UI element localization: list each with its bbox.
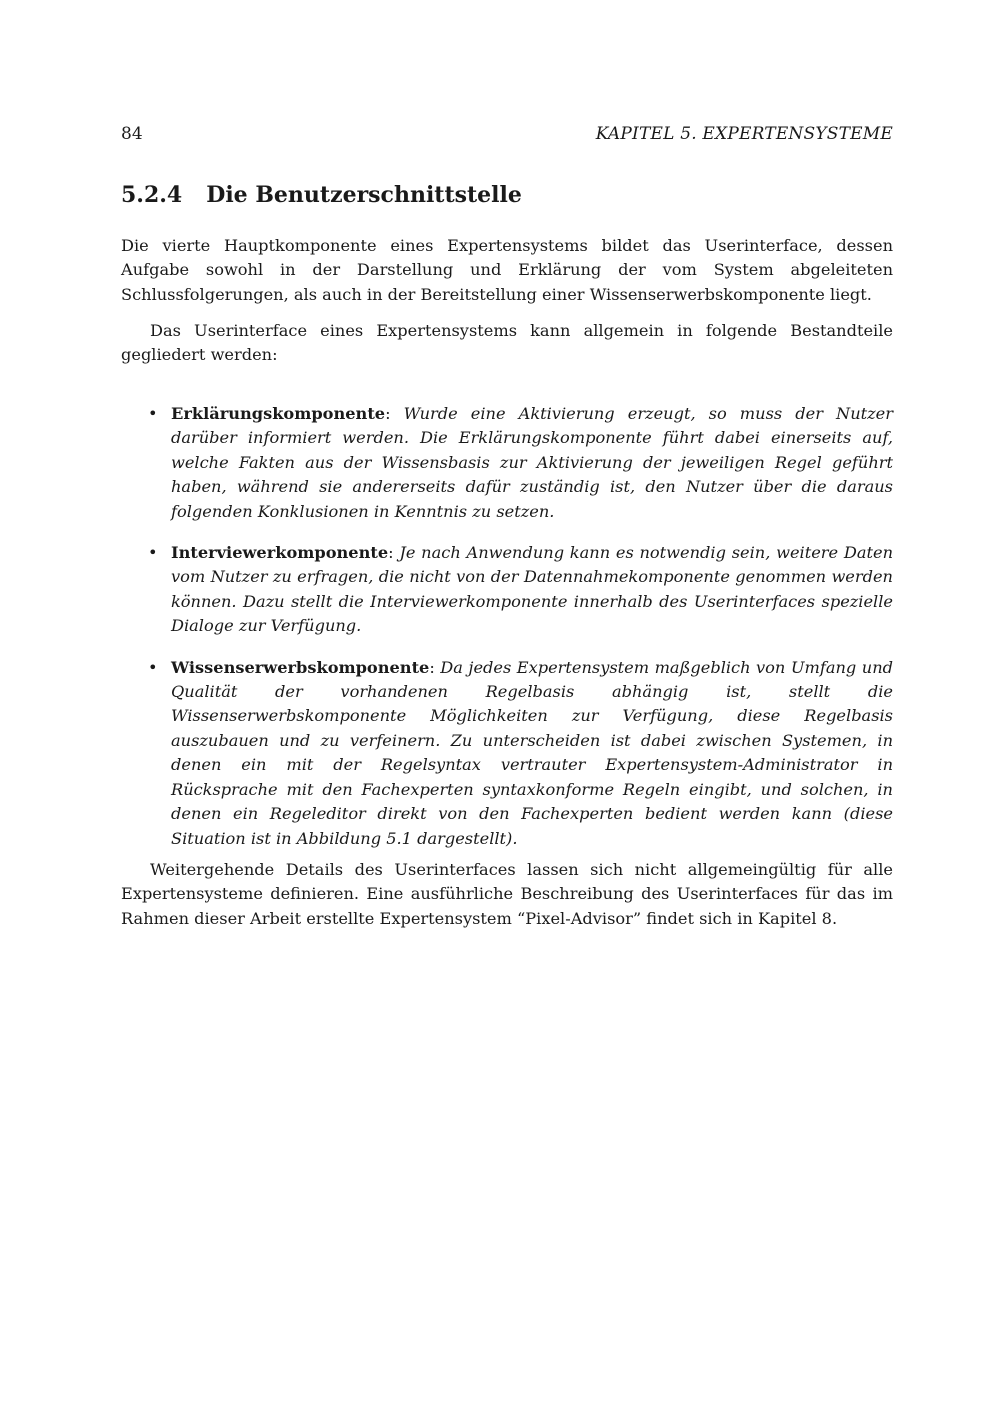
list-item-description: Wurde eine Aktivierung erzeugt, so muss der Nutzer darüber informiert werden. Die Erklärungskomponente führt dabei einerseits auf, welche Fakten aus der Wissensbasis zur Aktivierung der jeweiligen Regel geführt haben, während sie andererseits dafür zuständig ist, den Nutzer über die daraus folgenden Konklusionen in Kenntnis zu setzen.: [171, 404, 893, 521]
list-item-separator: :: [388, 543, 400, 563]
page-number: 84: [121, 124, 143, 144]
list-item-term: Erklärungskomponente: [171, 404, 386, 423]
section-title: Die Benutzerschnittstelle: [206, 182, 522, 208]
running-head: KAPITEL 5. EXPERTENSYSTEME: [595, 124, 893, 144]
page-header: [121, 123, 893, 145]
section-heading: [121, 180, 522, 210]
bullet-icon: •: [148, 543, 158, 563]
list-item-description: Da jedes Expertensystem maßgeblich von Umfang und Qualität der vorhandenen Regelbasis abhängig ist, stellt die Wissenserwerbskomponente Möglichkeiten zur Verfügung, diese Regelbasis auszubauen und zu verfeinern. Zu unterscheiden ist dabei zwischen Systemen, in denen ein mit der Regelsyntax vertrauter Expertensystem-Administrator in Rücksprache mit den Fachexperten syntaxkonforme Regeln eingibt, und solchen, in denen ein Regeleditor direkt von den Fachexperten bedient werden kann (diese Situation ist in Abbildung 5.1 dargestellt).: [171, 657, 893, 848]
list-item-erklaerungskomponente: [121, 402, 893, 524]
bullet-icon: •: [148, 404, 158, 423]
list-item-separator: :: [385, 404, 404, 423]
list-item-description: Je nach Anwendung kann es notwendig sein, weitere Daten vom Nutzer zu erfragen, die nicht von der Datennahmekomponente genommen werden können. Dazu stellt die Interviewerkomponente innerhalb des Userinterfaces spezielle Dialoge zur Verfügung.: [171, 543, 893, 636]
section-number: 5.2.4: [121, 182, 183, 208]
list-item-interviewerkomponente: [121, 541, 893, 639]
list-item-separator: :: [429, 657, 441, 677]
list-item-wissenserwerbskomponente: [121, 656, 893, 851]
paragraph-components-lead: Das Userinterface eines Expertensystems kann allgemein in folgende Bestandteile gegliedert werden:: [121, 321, 893, 365]
list-item-term: Interviewerkomponente: [171, 543, 389, 563]
paragraph-intro: Die vierte Hauptkomponente eines Expertensystems bildet das Userinterface, dessen Aufgabe sowohl in der Darstellung und Erklärung der vom System abgeleiteten Schlussfolgerungen, als auch in der Bereitstellung einer Wissenserwerbskomponente liegt.: [121, 236, 893, 304]
component-list: [121, 402, 893, 868]
paragraph-details: Weitergehende Details des Userinterfaces lassen sich nicht allgemeingültig für alle Expertensysteme definieren. Eine ausführliche Beschreibung des Userinterfaces für das im Rahmen dieser Arbeit erstellte Expertensystem “Pixel-Advisor” findet sich in Kapitel 8.: [121, 860, 893, 928]
bullet-icon: •: [148, 657, 158, 677]
list-item-term: Wissenserwerbskomponente: [171, 657, 430, 677]
